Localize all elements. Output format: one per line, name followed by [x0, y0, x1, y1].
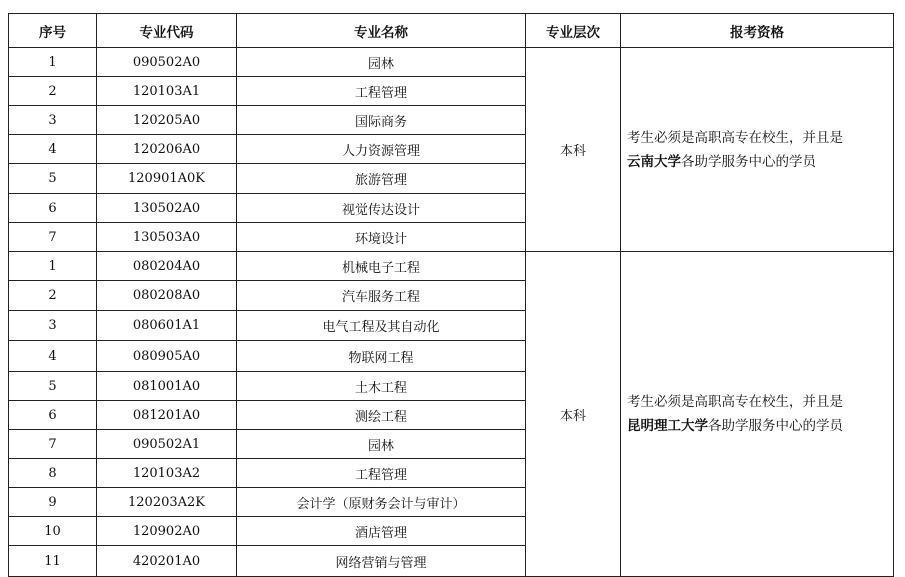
- cell-code: 120206A0: [97, 135, 237, 164]
- table-row: [9, 252, 894, 281]
- cell-no: 11: [9, 546, 97, 577]
- cell-code: 090502A0: [97, 48, 237, 77]
- cell-name: 网络营销与管理: [237, 546, 526, 577]
- cell-no: 3: [9, 106, 97, 135]
- university-name: 昆明理工大学: [627, 418, 708, 434]
- cell-no: 5: [9, 372, 97, 401]
- cell-no: 2: [9, 77, 97, 106]
- cell-code: 120901A0K: [97, 164, 237, 194]
- eligibility-prefix: 考生必须是高职高专在校生，并且是: [627, 394, 843, 410]
- cell-code: 420201A0: [97, 546, 237, 577]
- cell-code: 080204A0: [97, 252, 237, 281]
- cell-name: 环境设计: [237, 223, 526, 252]
- cell-no: 4: [9, 135, 97, 164]
- cell-eligibility: [621, 252, 894, 577]
- cell-name: 电气工程及其自动化: [237, 311, 526, 341]
- header-level: 专业层次: [526, 14, 621, 48]
- cell-name: 国际商务: [237, 106, 526, 135]
- cell-no: 10: [9, 517, 97, 546]
- cell-name: 视觉传达设计: [237, 194, 526, 223]
- cell-name: 工程管理: [237, 459, 526, 488]
- cell-code: 120103A1: [97, 77, 237, 106]
- cell-name: 工程管理: [237, 77, 526, 106]
- cell-no: 5: [9, 164, 97, 194]
- cell-name: 测绘工程: [237, 401, 526, 430]
- cell-level: 本科: [526, 252, 621, 577]
- header-no: 序号: [9, 14, 97, 48]
- header-code: 专业代码: [97, 14, 237, 48]
- header-name: 专业名称: [237, 14, 526, 48]
- cell-code: 081001A0: [97, 372, 237, 401]
- header-row: [9, 14, 894, 48]
- cell-name: 园林: [237, 430, 526, 459]
- cell-name: 人力资源管理: [237, 135, 526, 164]
- cell-no: 3: [9, 311, 97, 341]
- cell-no: 1: [9, 252, 97, 281]
- cell-no: 8: [9, 459, 97, 488]
- cell-no: 2: [9, 281, 97, 311]
- eligibility-suffix: 各助学服务中心的学员: [708, 418, 843, 434]
- cell-eligibility: [621, 48, 894, 252]
- cell-code: 080905A0: [97, 341, 237, 372]
- cell-name: 物联网工程: [237, 341, 526, 372]
- table-body: [9, 48, 894, 577]
- eligibility-suffix: 各助学服务中心的学员: [681, 153, 816, 170]
- cell-name: 旅游管理: [237, 164, 526, 194]
- cell-code: 120205A0: [97, 106, 237, 135]
- cell-no: 4: [9, 341, 97, 372]
- cell-no: 6: [9, 194, 97, 223]
- cell-code: 130502A0: [97, 194, 237, 223]
- cell-name: 酒店管理: [237, 517, 526, 546]
- cell-level: 本科: [526, 48, 621, 252]
- cell-no: 7: [9, 223, 97, 252]
- cell-code: 120902A0: [97, 517, 237, 546]
- cell-name: 土木工程: [237, 372, 526, 401]
- cell-code: 090502A1: [97, 430, 237, 459]
- university-name: 云南大学: [627, 153, 681, 170]
- cell-code: 081201A0: [97, 401, 237, 430]
- cell-code: 120103A2: [97, 459, 237, 488]
- header-eligibility: 报考资格: [621, 14, 894, 48]
- cell-code: 120203A2K: [97, 488, 237, 517]
- cell-code: 080601A1: [97, 311, 237, 341]
- cell-no: 1: [9, 48, 97, 77]
- cell-code: 080208A0: [97, 281, 237, 311]
- cell-no: 6: [9, 401, 97, 430]
- cell-name: 机械电子工程: [237, 252, 526, 281]
- cell-name: 汽车服务工程: [237, 281, 526, 311]
- major-table: [8, 13, 894, 577]
- cell-code: 130503A0: [97, 223, 237, 252]
- cell-name: 园林: [237, 48, 526, 77]
- eligibility-prefix: 考生必须是高职高专在校生，并且是: [627, 129, 843, 146]
- cell-name: 会计学（原财务会计与审计）: [237, 488, 526, 517]
- cell-no: 9: [9, 488, 97, 517]
- table-row: [9, 48, 894, 77]
- cell-no: 7: [9, 430, 97, 459]
